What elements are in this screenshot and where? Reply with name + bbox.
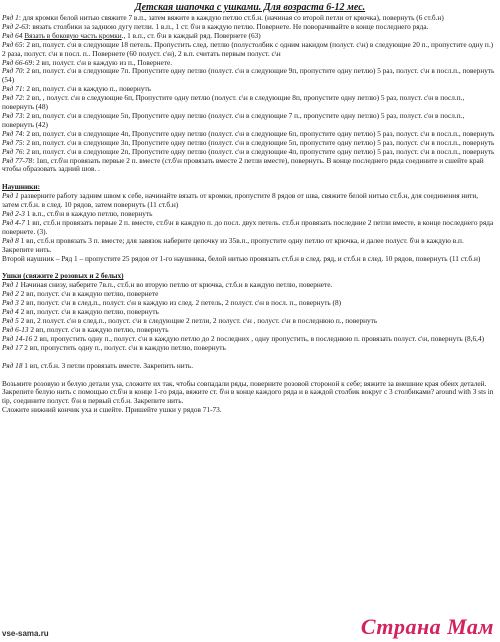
row-label: Ряд 1 [2, 280, 19, 290]
row-label: Ряд 74 [2, 128, 23, 138]
row-text: Начиная снизу, наберите 7в.п., ст.б.н во вторую петлю от крючка, ст.б.н в каждую петлю, повернете. [18, 280, 333, 290]
row-text: ., 1 в.п., ст. б\н в каждый ряд. Повернете (63) [121, 30, 261, 40]
row-label: Ряд 5 [2, 316, 19, 325]
row-text: 2 вп, пропустить одну п., полуст. с\н в каждую петлю до 2 последних , одну пропустить, в последнюю п. провязать полуст. с\н, повернуть (8,6,4) [32, 333, 485, 343]
paragraph-text: Сложите нижний кончик уха и сшейте. Пришейте ушки у рядов 71-73. [2, 405, 222, 415]
row-label: Ряд 70 [2, 66, 23, 76]
pattern-row [2, 344, 496, 353]
section-heading-text: Ушки (свяжите 2 розовых и 2 белых) [2, 271, 124, 281]
pattern-row [2, 41, 496, 59]
row-label: Ряд 1 [2, 191, 19, 201]
row-label: Ряд 65 [2, 39, 23, 49]
row-label: Ряд 72 [2, 93, 23, 103]
row-label: Ряд 2-63 [2, 21, 29, 31]
pattern-row [2, 192, 496, 210]
row-label: Ряд 64 [2, 30, 23, 40]
row-text: 2 вп, полуст. с\н в каждую петлю, повернете [18, 289, 159, 299]
row-label: Ряд 76 [2, 146, 23, 156]
row-text: 2 вп, полуст. с\н в каждую петлю, повернуть [18, 307, 159, 317]
paragraph [2, 406, 496, 415]
document-title: Детская шапочка с ушками. Для возраста 6-12 мес. [134, 2, 366, 13]
paragraph-text: Возьмите розовую и белую детали уха, сложите их так, чтобы совпадали ряды, поверните розовой стороной к себе; вяжите за внешние края обеих деталей. Закрепите белую нить с помощью ст.б\н в конце 1-го ряда, вяжите ст. б\н в конце каждого ряда и в каждой столбик вокруг с 3 столбиками? around with 3 sts in tip, соедините полуст. б\н в первый ст.б.н. Закрепите нить. [2, 378, 494, 406]
pattern-row [2, 362, 496, 371]
row-text: : вязать столбики за заднюю дугу петли. 1 в.п., 1 ст. б\н в каждую петлю. Повернете. Не поворачивайте в конце последнего ряда. [28, 21, 429, 31]
row-text: : 2 вп, , полуст. с\н в следующие 6п, Пропустите одну петлю (полуст. с\н в следующие 8п, пропустите одну петлю) 5 раз, полуст. с\н в посл.п., повернуть (48) [2, 93, 465, 112]
row-text: 2 вп, пропустить одну п., полуст. с\н в каждую петлю, повернуть [22, 342, 226, 352]
row-underlined-text: Вязать в боковую часть кромки [24, 30, 122, 40]
row-text: 2 вп, полуст. с\н в след.п., полуст. с\н в каждую из след. 2 петель, 2 полуст. с\н в посл. п., повернуть (8) [18, 298, 342, 308]
row-text: : 2 вп, полуст. с\н в следующие 3п, Пропустите одну петлю (полуст. с\н в следующие 5п, пропустите одну петлю) 5 раз, полуст. с\н в посл.п., повернуть [22, 137, 495, 147]
row-label: Ряд 73 [2, 110, 23, 120]
row-text: : 1вп, ст.б\н провязать первые 2 п. вместе (ст.б\н провязать вместе 2 петли вместе), повернуть. В конце последнего ряда соедините и сшейте край чтобы образовать задний шов. . [2, 155, 484, 174]
row-label: Ряд 2 [2, 289, 19, 299]
row-label: Ряд 18 [2, 360, 23, 370]
spacer [2, 174, 496, 183]
row-label: Ряд 4-7 [2, 217, 25, 227]
pattern-row [2, 112, 496, 130]
document-body [2, 14, 496, 415]
pattern-row [2, 94, 496, 112]
row-label: Ряд 17 [2, 342, 23, 352]
row-label: Ряд 4 [2, 307, 19, 317]
row-text: 1 вп, ст.б.н. 3 петли провязать вместе. Закрепить нить. [22, 360, 194, 370]
row-label: Ряд 75 [2, 137, 23, 147]
row-text: : 2 вп, полуст. с\н в следующие 4п, Пропустите одну петлю (полуст. с\н в следующие 6п, пропустите одну петлю) 5 раз, полуст. с\н в посл.п., повернуть [22, 128, 495, 138]
section-heading-text: Наушники: [2, 182, 41, 192]
row-text: : 2 вп, полуст. с\н в следующие 5п, Пропустите одну петлю (полуст. с\н в следующие 7 п., пропустите одну петлю) 5 раз, полуст. с\н в посл.п., повернуть (42) [2, 110, 465, 129]
row-label: Ряд 6-13 [2, 324, 29, 334]
row-text: : 2 вп, полуст. с\н в следующие 2п, Пропустите одну петлю (полуст. с\н в следующие 4п, пропустите одну петлю) 5 раз, полуст. с\н в посл.п., повернуть [22, 146, 495, 156]
row-label: Ряд 3 [2, 298, 19, 308]
row-text: : 2 вп, полуст. с\н в следующие 18 петель. Пропустить след. петлю (полустолбик с одним накидом (полуст. с\н) в следующие 20 п., пропустите одну п.) 2 раза, полуст. с\н в посл. п.. Повернете (60 полуст. с\н), 2 в.п. считать первым полуст. с\н [2, 39, 494, 58]
row-text: разверните работу задним швом к себе, начинайте вязать от кромки, пропустите 8 рядов от шва, свяжите белой нитью ст.б.н, для соединения нити, затем ст.б.н. в след. 10 рядов, затем повернуть (11 ст.б.н) [2, 191, 479, 210]
row-label: Ряд 2-3 [2, 209, 25, 219]
paragraph-text: Второй наушник – Ряд 1 – пропустите 25 рядов от 1-го наушника, белой нитью провязать ст.б.н в след. ряд, и ст.б.н в след. 10 рядов, повернуть (11 ст.б.н) [2, 253, 481, 263]
row-label: Ряд 1 [2, 13, 19, 22]
row-text: 2 вп, 2 полуст. с\н в след.п., полуст. с\н в следующие 2 петли, 2 полуст. с\н , полуст. с\н в последнюю п., повернуть [18, 316, 378, 325]
paragraph [2, 380, 496, 407]
row-text: 1 вп, ст.б.н провязать первые 2 п. вместе, ст.б\н в каждую п. до посл. двух петель. ст.б.н провязать последние 2 петли вместе, в конце последнего ряда повернете. (3). [2, 217, 494, 236]
row-label: Ряд 77-78 [2, 155, 33, 165]
row-text: 1 в.п., ст.б\н в каждую петлю, повернуть [24, 209, 153, 219]
row-text: : 2 вп, полуст. с\н в каждую п., повернуть [22, 84, 151, 94]
row-label: Ряд 14-16 [2, 333, 33, 343]
row-text: 2 вп, полуст. с\н в каждую петлю, повернуть [28, 324, 169, 334]
pattern-row [2, 219, 496, 237]
row-label: Ряд 71 [2, 84, 23, 94]
row-text: 1 вп, ст.б.н провязать 3 п. вместе; для завязок наберите цепочку из 35в.п., пропустите одну петлю от крючка, и далее полуст. б\н в каждую в.п. Закрепите нить. [2, 235, 464, 254]
row-label: Ряд 66-69 [2, 57, 33, 67]
pattern-row [2, 157, 496, 175]
pattern-row [2, 67, 496, 85]
row-text: : 2 вп, полуст. с\н в каждую из п., Повернете. [32, 57, 173, 67]
watermark-logo: Страна Мам [360, 614, 494, 639]
paragraph [2, 255, 496, 264]
pattern-row [2, 237, 496, 255]
watermark-site: vse-sama.ru [2, 629, 49, 638]
row-text: : для кромки белой нитью свяжите 7 в.п., затем вяжите в каждую петлю ст.б.н. (начиная со второй петли от крючка), повернуть (6 ст.б.н) [18, 13, 444, 22]
row-label: Ряд 8 [2, 235, 19, 245]
row-text: : 2 вп, полуст. с\н в следующие 7п. Пропустите одну петлю (полуст. с\н в следующие 9п, пропустите одну петлю) 5 раз, полуст. с\н в посл.п., повернуть (54) [2, 66, 495, 85]
